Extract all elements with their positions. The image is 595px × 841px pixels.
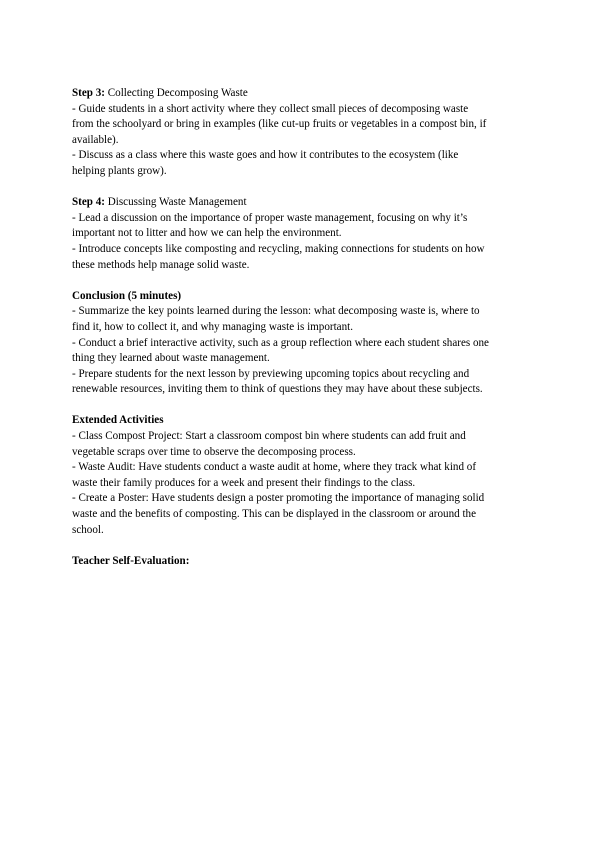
step4-section [72, 195, 532, 273]
step3-line-4: - Discuss as a class where this waste goes and how it contributes to the ecosystem (like [72, 149, 459, 162]
extended-line-5: - Create a Poster: Have students design a poster promoting the importance of managing solid [72, 492, 485, 505]
step3-line-2: from the schoolyard or bring in examples (like cut-up fruits or vegetables in a compost bin, if [72, 118, 487, 131]
step3-label: Step 3: [72, 87, 105, 99]
conclusion-heading: Conclusion (5 minutes) [72, 289, 182, 302]
extended-line-6: waste and the benefits of composting. This can be displayed in the classroom or around the [72, 508, 477, 521]
conclusion-line-2: find it, how to collect it, and why managing waste is important. [72, 320, 353, 333]
extended-activities-heading: Extended Activities [72, 414, 164, 427]
extended-line-3: - Waste Audit: Have students conduct a waste audit at home, where they track what kind of [72, 461, 477, 474]
extended-activities-section [72, 413, 532, 538]
conclusion-section [72, 289, 532, 398]
conclusion-line-1: - Summarize the key points learned during the lesson: what decomposing waste is, where to [72, 305, 480, 318]
conclusion-line-6: renewable resources, inviting them to think of questions they may have about these subjects. [72, 383, 483, 396]
self-evaluation-section [72, 554, 532, 570]
step3-heading-line [72, 86, 532, 102]
step4-line-4: these methods help manage solid waste. [72, 258, 250, 271]
conclusion-line-4: thing they learned about waste management. [72, 352, 270, 365]
step3-section [72, 86, 532, 180]
extended-line-2: vegetable scraps over time to observe the decomposing process. [72, 445, 356, 458]
step4-line-1: - Lead a discussion on the importance of proper waste management, focusing on why it’s [72, 211, 468, 224]
document-page [72, 86, 532, 585]
step3-line-3: available). [72, 133, 119, 146]
step3-line-5: helping plants grow). [72, 164, 167, 177]
conclusion-line-3: - Conduct a brief interactive activity, such as a group reflection where each student shares one [72, 336, 489, 349]
extended-line-1: - Class Compost Project: Start a classroom compost bin where students can add fruit and [72, 430, 466, 443]
step4-label: Step 4: [72, 196, 105, 209]
extended-line-7: school. [72, 523, 104, 536]
step4-heading-line [72, 195, 532, 211]
step3-title: Collecting Decomposing Waste [104, 87, 248, 99]
extended-line-4: waste their family produces for a week and present their findings to the class. [72, 476, 416, 489]
step4-line-2: important not to litter and how we can help the environment. [72, 227, 342, 240]
conclusion-line-5: - Prepare students for the next lesson by previewing upcoming topics about recycling and [72, 367, 470, 380]
step4-title: Discussing Waste Management [104, 196, 247, 209]
step4-line-3: - Introduce concepts like composting and recycling, making connections for students on how [72, 242, 485, 255]
self-evaluation-heading: Teacher Self-Evaluation: [72, 554, 190, 567]
step3-line-1: - Guide students in a short activity where they collect small pieces of decomposing waste [72, 102, 469, 115]
